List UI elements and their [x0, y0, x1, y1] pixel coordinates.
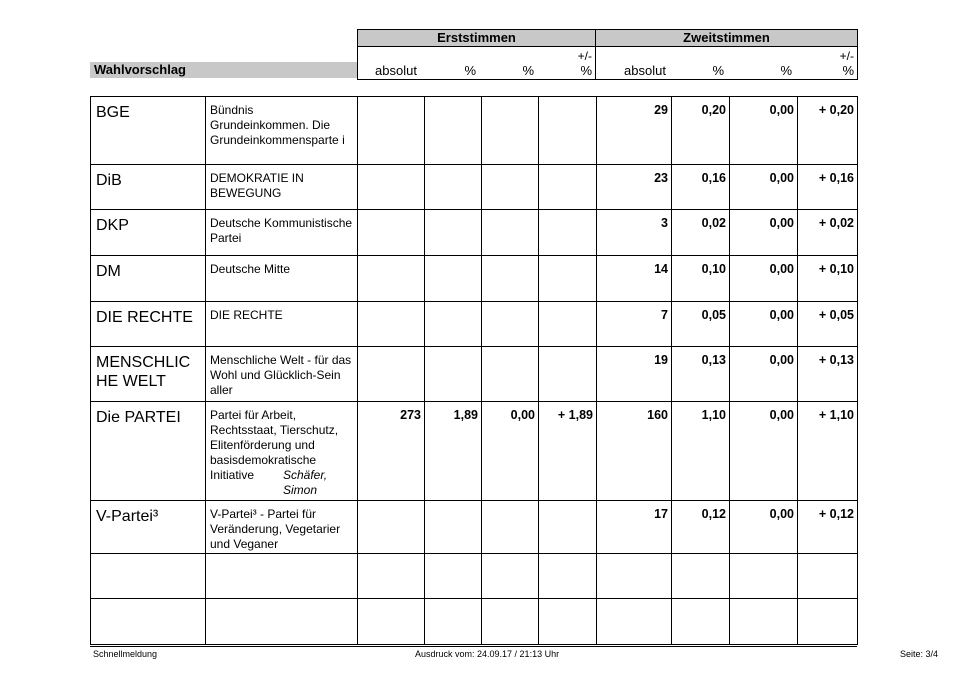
col-label-e-plusminus-bottom: % — [580, 63, 592, 78]
party-short-name: DiB — [91, 165, 206, 210]
second-votes-absolute: 7 — [597, 302, 672, 347]
second-votes-diff: + 1,10 — [798, 402, 858, 501]
first-votes-absolute — [358, 599, 425, 645]
first-votes-diff — [539, 165, 597, 210]
first-votes-absolute — [358, 302, 425, 347]
footer-center: Ausdruck vom: 24.09.17 / 21:13 Uhr — [415, 649, 560, 659]
second-votes-percent-prev: 0,00 — [730, 402, 798, 501]
table-row — [91, 210, 858, 256]
header-bottom-line — [357, 79, 858, 80]
party-full-name — [206, 554, 358, 599]
first-votes-diff — [539, 210, 597, 256]
party-short-name: V-Partei³ — [91, 501, 206, 554]
first-votes-diff — [539, 302, 597, 347]
party-full-name-text: DIE RECHTE — [210, 308, 283, 322]
party-short-name — [91, 599, 206, 645]
second-votes-percent: 0,20 — [672, 97, 730, 165]
col-label-z-absolut: absolut — [624, 63, 666, 78]
second-votes-percent: 0,13 — [672, 347, 730, 402]
first-votes-diff — [539, 97, 597, 165]
party-short-name: Die PARTEI — [91, 402, 206, 501]
first-votes-percent-prev: 0,00 — [482, 402, 539, 501]
second-votes-diff: + 0,12 — [798, 501, 858, 554]
party-full-name — [206, 302, 358, 347]
first-votes-percent-prev — [482, 347, 539, 402]
proposal-label: Wahlvorschlag — [90, 62, 357, 78]
col-label-e-percent: % — [464, 63, 476, 78]
first-votes-absolute — [358, 210, 425, 256]
first-votes-percent-prev — [482, 165, 539, 210]
second-votes-percent: 1,10 — [672, 402, 730, 501]
table-row — [91, 554, 858, 599]
second-votes-percent-prev: 0,00 — [730, 256, 798, 302]
first-votes-diff — [539, 256, 597, 302]
first-votes-percent — [425, 256, 482, 302]
second-votes-diff — [798, 599, 858, 645]
second-votes-percent-prev: 0,00 — [730, 210, 798, 256]
col-label-e-percent-prev: % — [522, 63, 534, 78]
second-votes-diff: + 0,13 — [798, 347, 858, 402]
first-votes-percent — [425, 347, 482, 402]
second-votes-percent-prev: 0,00 — [730, 165, 798, 210]
header-border — [857, 47, 858, 79]
party-short-name: MENSCHLIC HE WELT — [91, 347, 206, 402]
second-votes-absolute: 3 — [597, 210, 672, 256]
col-label-z-percent: % — [712, 63, 724, 78]
second-votes-percent: 0,02 — [672, 210, 730, 256]
header-border — [595, 47, 596, 79]
second-votes-percent-prev — [730, 554, 798, 599]
party-full-name — [206, 347, 358, 402]
first-votes-absolute — [358, 165, 425, 210]
party-full-name-text: Deutsche Mitte — [210, 262, 291, 276]
first-votes-percent — [425, 501, 482, 554]
col-label-z-plusminus-top: +/- — [839, 49, 854, 63]
first-votes-percent-prev — [482, 210, 539, 256]
party-full-name-text: V-Partei³ - Partei für Veränderung, Vegetarier und Veganer — [210, 507, 341, 551]
party-short-name: BGE — [91, 97, 206, 165]
first-votes-absolute — [358, 256, 425, 302]
first-votes-absolute: 273 — [358, 402, 425, 501]
col-label-e-absolut: absolut — [375, 63, 417, 78]
table-row — [91, 165, 858, 210]
first-votes-percent — [425, 210, 482, 256]
first-votes-absolute — [358, 97, 425, 165]
first-votes-percent-prev — [482, 302, 539, 347]
second-votes-percent-prev: 0,00 — [730, 347, 798, 402]
table-row — [91, 256, 858, 302]
second-votes-percent-prev: 0,00 — [730, 302, 798, 347]
table-row — [91, 501, 858, 554]
first-votes-diff — [539, 347, 597, 402]
first-votes-absolute — [358, 554, 425, 599]
party-full-name-text: Bündnis Grundeinkommen. Die Grundeinkommensparte i — [210, 103, 345, 147]
footer-right: Seite: 3/4 — [900, 649, 939, 659]
second-votes-absolute: 160 — [597, 402, 672, 501]
party-full-name-text: Partei für Arbeit, Rechtsstaat, Tierschutz, Elitenförderung und basisdemokratische — [210, 408, 339, 467]
first-votes-percent — [425, 165, 482, 210]
table-row — [91, 402, 858, 501]
party-short-name — [91, 554, 206, 599]
party-short-name: DM — [91, 256, 206, 302]
party-full-name — [206, 501, 358, 554]
col-label-z-plusminus-bottom: % — [842, 63, 854, 78]
first-votes-absolute — [358, 501, 425, 554]
party-full-name-text: DEMOKRATIE IN BEWEGUNG — [210, 171, 304, 200]
candidate-line — [210, 468, 353, 498]
second-votes-percent — [672, 554, 730, 599]
second-votes-percent: 0,16 — [672, 165, 730, 210]
party-name-tail: Initiative — [210, 468, 255, 482]
party-full-name-text: Menschliche Welt - für das Wohl und Glücklich-Sein aller — [210, 353, 352, 397]
second-votes-diff — [798, 554, 858, 599]
second-votes-absolute — [597, 599, 672, 645]
second-votes-diff: + 0,05 — [798, 302, 858, 347]
party-short-name: DIE RECHTE — [91, 302, 206, 347]
first-votes-absolute — [358, 347, 425, 402]
footer-left: Schnellmeldung — [93, 649, 158, 659]
second-votes-diff: + 0,02 — [798, 210, 858, 256]
party-full-name — [206, 210, 358, 256]
first-votes-percent — [425, 302, 482, 347]
table-row — [91, 599, 858, 645]
second-votes-percent-prev: 0,00 — [730, 97, 798, 165]
party-short-name: DKP — [91, 210, 206, 256]
first-votes-percent-prev — [482, 599, 539, 645]
first-votes-percent-prev — [482, 554, 539, 599]
party-full-name — [206, 97, 358, 165]
second-votes-absolute: 23 — [597, 165, 672, 210]
second-votes-absolute — [597, 554, 672, 599]
second-votes-diff: + 0,10 — [798, 256, 858, 302]
first-votes-percent — [425, 599, 482, 645]
candidate-name: Schäfer, Simon — [283, 468, 328, 497]
table-row — [91, 302, 858, 347]
first-votes-diff: + 1,89 — [539, 402, 597, 501]
first-votes-diff — [539, 599, 597, 645]
results-table — [90, 96, 858, 645]
second-votes-diff: + 0,20 — [798, 97, 858, 165]
first-votes-percent-prev — [482, 501, 539, 554]
first-votes-diff — [539, 554, 597, 599]
second-votes-percent: 0,10 — [672, 256, 730, 302]
table-row — [91, 97, 858, 165]
first-votes-percent-prev — [482, 256, 539, 302]
second-votes-percent-prev: 0,00 — [730, 501, 798, 554]
second-votes-diff: + 0,16 — [798, 165, 858, 210]
second-votes-absolute: 14 — [597, 256, 672, 302]
col-label-e-plusminus-top: +/- — [577, 49, 592, 63]
party-full-name — [206, 599, 358, 645]
party-full-name — [206, 165, 358, 210]
party-full-name — [206, 256, 358, 302]
first-votes-title: Erststimmen — [357, 29, 596, 47]
party-full-name — [206, 402, 358, 501]
first-votes-percent — [425, 97, 482, 165]
second-votes-percent: 0,12 — [672, 501, 730, 554]
first-votes-diff — [539, 501, 597, 554]
second-votes-percent — [672, 599, 730, 645]
col-label-z-percent-prev: % — [780, 63, 792, 78]
second-votes-percent: 0,05 — [672, 302, 730, 347]
footer-line — [90, 646, 857, 647]
party-full-name-text: Deutsche Kommunistische Partei — [210, 216, 353, 245]
table-row — [91, 347, 858, 402]
first-votes-percent — [425, 554, 482, 599]
second-votes-absolute: 19 — [597, 347, 672, 402]
first-votes-percent: 1,89 — [425, 402, 482, 501]
second-votes-absolute: 17 — [597, 501, 672, 554]
second-votes-title: Zweitstimmen — [595, 29, 858, 47]
first-votes-percent-prev — [482, 97, 539, 165]
second-votes-absolute: 29 — [597, 97, 672, 165]
second-votes-percent-prev — [730, 599, 798, 645]
